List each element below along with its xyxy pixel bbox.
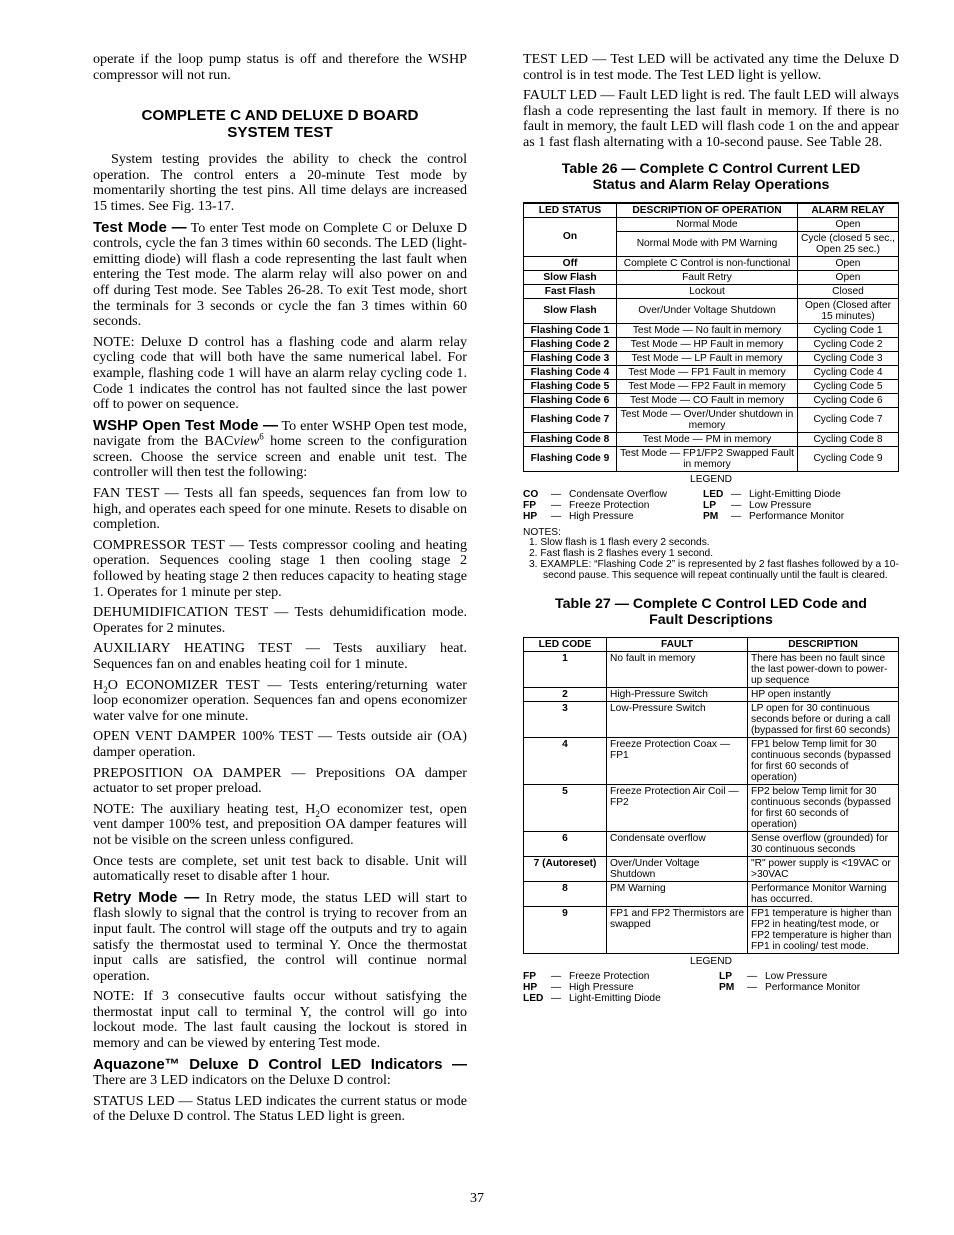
alarm-relay-cell: Cycling Code 6 bbox=[798, 393, 899, 407]
table27 bbox=[523, 637, 899, 954]
test-led-paragraph: TEST LED — Test LED will be activated any time the Deluxe D control is in test mode. The Test LED light is yellow. bbox=[523, 51, 899, 83]
note-item: 1. Slow flash is 1 flash every 2 seconds. bbox=[529, 537, 710, 549]
description-cell: Test Mode — FP1 Fault in memory bbox=[617, 365, 798, 379]
legend-item bbox=[703, 500, 844, 511]
legend-dash: — bbox=[551, 970, 562, 982]
legend-item bbox=[523, 971, 719, 982]
column-header: ALARM RELAY bbox=[798, 203, 899, 218]
led-status-cell: Flashing Code 5 bbox=[524, 379, 617, 393]
alarm-relay-cell: Cycling Code 5 bbox=[798, 379, 899, 393]
table-row bbox=[524, 393, 899, 407]
led-status-cell: Off bbox=[524, 256, 617, 270]
description-cell: Normal Mode bbox=[617, 217, 798, 231]
led-code-cell: 2 bbox=[524, 687, 607, 701]
economizer-test-paragraph: $H_2O$ ECONOMIZER TEST — Tests entering/returning water loop economizer operation. Sequences fan and opens economizer water valve for one minute. bbox=[93, 676, 467, 724]
description-cell: LP open for 30 continuous seconds before or during a call (bypassed for first 60 seconds) bbox=[748, 701, 899, 737]
alarm-relay-cell: Cycling Code 7 bbox=[798, 407, 899, 432]
legend-abbrev: HP bbox=[523, 981, 538, 993]
notes-list bbox=[523, 538, 899, 581]
preposition-paragraph: PREPOSITION OA DAMPER — Prepositions OA damper actuator to set proper preload. bbox=[93, 764, 467, 797]
legend-right bbox=[719, 971, 860, 1004]
table-row bbox=[524, 365, 899, 379]
led-status-cell: Flashing Code 3 bbox=[524, 351, 617, 365]
auxiliary-heating-paragraph: AUXILIARY HEATING TEST — Tests auxiliary heat. Sequences fan on and enables heating coil for 1 minute. bbox=[93, 640, 467, 672]
legend-dash: — bbox=[731, 488, 742, 500]
note-item: 2. Fast flash is 2 flashes every 1 second. bbox=[529, 548, 714, 560]
description-cell: Lockout bbox=[617, 284, 798, 298]
legend-dash: — bbox=[551, 499, 562, 511]
legend-title: LEGEND bbox=[690, 473, 732, 485]
table-row bbox=[524, 407, 899, 432]
description-cell: FP1 below Temp limit for 30 continuous seconds (bypassed for first 60 seconds of operation) bbox=[748, 737, 899, 784]
table-row bbox=[524, 856, 899, 881]
table-row bbox=[524, 298, 899, 323]
led-status-cell: Slow Flash bbox=[524, 298, 617, 323]
note-retry-paragraph: NOTE: If 3 consecutive faults occur without satisfying the thermostat input call to terminal Y, the control will go into lockout mode. The last fault causing the lockout is stored in memory and can be viewed by entering Test mode. bbox=[93, 988, 467, 1052]
compressor-test-paragraph: COMPRESSOR TEST — Tests compressor cooling and heating operation. Sequences cooling stage 1 then cooling stage 2 followed by heating stage 2 then reduces capacity to heating stage 1. Operates for 1 minute per step. bbox=[93, 536, 467, 600]
legend-abbrev: FP bbox=[523, 970, 537, 982]
led-status-cell: Flashing Code 1 bbox=[524, 323, 617, 337]
right-column bbox=[523, 52, 899, 1004]
legend-meaning: High Pressure bbox=[569, 981, 634, 993]
legend-title: LEGEND bbox=[690, 955, 732, 967]
fault-led-paragraph: FAULT LED — Fault LED light is red. The fault LED will always flash a code representing the last fault in memory. If there is no fault in memory, the fault LED will flash code 1 on the and appear as 1 fast flash alternating with a 10-second pause. See Table 28. bbox=[523, 87, 899, 150]
legend-left bbox=[523, 489, 703, 522]
wshp-open-test-paragraph: WSHP Open Test Mode — To enter WSHP Open test mode, navigate from the BACview$^6$ home screen to the configuration screen. Choose the service screen and enable unit test. The controller will then test the following: bbox=[93, 416, 468, 481]
section-heading: COMPLETE C AND DELUXE D BOARD SYSTEM TEST bbox=[141, 107, 419, 142]
description-cell: Test Mode — CO Fault in memory bbox=[617, 393, 798, 407]
legend-meaning: Condensate Overflow bbox=[569, 488, 667, 500]
table26-body bbox=[524, 256, 899, 471]
legend-meaning: Low Pressure bbox=[765, 970, 828, 982]
legend-abbrev: LED bbox=[523, 992, 544, 1004]
legend-abbrev: PM bbox=[719, 981, 735, 993]
alarm-relay-cell: Cycling Code 1 bbox=[798, 323, 899, 337]
notes-title: NOTES: bbox=[523, 526, 561, 538]
led-status-cell: Flashing Code 2 bbox=[524, 337, 617, 351]
legend-left bbox=[523, 971, 719, 1004]
alarm-relay-cell: Open bbox=[798, 217, 899, 231]
note-aux-paragraph: NOTE: The auxiliary heating test, $H_2O$ economizer test, open vent damper 100% test, and preposition OA damper features will not be visible on the screen unless configured. bbox=[93, 800, 467, 848]
aquazone-paragraph: Aquazone™ Deluxe D Control LED Indicators — There are 3 LED indicators on the Deluxe D control: bbox=[93, 1055, 467, 1089]
led-status-cell: Flashing Code 7 bbox=[524, 407, 617, 432]
table-row bbox=[524, 379, 899, 393]
system-testing-paragraph: System testing provides the ability to check the control operation. The control enters a 20-minute Test mode by momentarily shorting the test pins. All time delays are increased 15 times. See Fig. 13-17. bbox=[93, 151, 467, 214]
legend-item bbox=[523, 511, 703, 522]
description-cell: Over/Under Voltage Shutdown bbox=[617, 298, 798, 323]
column-header: DESCRIPTION bbox=[748, 637, 899, 651]
legend-meaning: High Pressure bbox=[569, 510, 634, 522]
legend-abbrev: HP bbox=[523, 510, 538, 522]
table-row bbox=[524, 217, 899, 231]
legend-meaning: Freeze Protection bbox=[569, 499, 650, 511]
table-header-row bbox=[524, 203, 899, 218]
table26-title: Table 26 — Complete C Control Current LED Status and Alarm Relay Operations bbox=[561, 160, 861, 194]
legend-abbrev: LED bbox=[703, 488, 724, 500]
fault-cell: High-Pressure Switch bbox=[607, 687, 748, 701]
once-tests-paragraph: Once tests are complete, set unit test back to disable. Unit will automatically reset to disable after 1 hour. bbox=[93, 852, 467, 885]
retry-mode-paragraph: Retry Mode — In Retry mode, the status LED will start to flash slowly to signal that the control is trying to recover from an input fault. The control will stage off the outputs and try to again satisfy the thermostat used to terminal Y. Once the thermostat input calls are satisfied, the control will continue normal operation. bbox=[93, 888, 467, 984]
table-row bbox=[524, 651, 899, 687]
table-header-row bbox=[524, 637, 899, 651]
legend-meaning: Freeze Protection bbox=[569, 970, 650, 982]
led-status-cell: Flashing Code 8 bbox=[524, 432, 617, 446]
legend-item bbox=[523, 993, 719, 1004]
description-cell: Test Mode — PM in memory bbox=[617, 432, 798, 446]
table-row bbox=[524, 737, 899, 784]
table27-body bbox=[524, 651, 899, 953]
intro-paragraph: operate if the loop pump status is off and therefore the WSHP compressor will not run. bbox=[93, 51, 467, 83]
description-cell: Complete C Control is non-functional bbox=[617, 256, 798, 270]
legend-dash: — bbox=[731, 499, 742, 511]
legend-meaning: Performance Monitor bbox=[765, 981, 861, 993]
legend-meaning: Light-Emitting Diode bbox=[569, 992, 661, 1004]
table-row bbox=[524, 687, 899, 701]
description-cell: Performance Monitor Warning has occurred. bbox=[748, 881, 899, 906]
led-code-cell: 1 bbox=[524, 651, 607, 687]
legend-abbrev: LP bbox=[703, 499, 717, 511]
description-cell: There has been no fault since the last power-down to power-up sequence bbox=[748, 651, 899, 687]
legend-meaning: Performance Monitor bbox=[749, 510, 845, 522]
legend-item bbox=[703, 489, 844, 500]
legend-abbrev: PM bbox=[703, 510, 719, 522]
legend-dash: — bbox=[551, 981, 562, 993]
legend-dash: — bbox=[551, 488, 562, 500]
alarm-relay-cell: Open bbox=[798, 270, 899, 284]
table-row bbox=[524, 323, 899, 337]
alarm-relay-cell: Cycle (closed 5 sec., Open 25 sec.) bbox=[798, 231, 899, 256]
legend-dash: — bbox=[551, 992, 562, 1004]
led-code-cell: 9 bbox=[524, 906, 607, 953]
description-cell: Test Mode — No fault in memory bbox=[617, 323, 798, 337]
description-cell: HP open instantly bbox=[748, 687, 899, 701]
table-row bbox=[524, 784, 899, 831]
table-row bbox=[524, 701, 899, 737]
legend-item bbox=[719, 982, 860, 993]
legend-right bbox=[703, 489, 844, 522]
description-cell: Test Mode — HP Fault in memory bbox=[617, 337, 798, 351]
description-cell: Test Mode — FP2 Fault in memory bbox=[617, 379, 798, 393]
alarm-relay-cell: Cycling Code 4 bbox=[798, 365, 899, 379]
legend-abbrev: FP bbox=[523, 499, 537, 511]
table-row bbox=[524, 831, 899, 856]
status-led-paragraph: STATUS LED — Status LED indicates the current status or mode of the Deluxe D control. The Status LED light is green. bbox=[93, 1092, 467, 1125]
led-status-cell: Flashing Code 6 bbox=[524, 393, 617, 407]
table26-notes bbox=[523, 528, 899, 582]
legend-meaning: Low Pressure bbox=[749, 499, 812, 511]
led-code-cell: 8 bbox=[524, 881, 607, 906]
table-row bbox=[524, 351, 899, 365]
led-status-cell: Fast Flash bbox=[524, 284, 617, 298]
description-cell: Sense overflow (grounded) for 30 continuous seconds bbox=[748, 831, 899, 856]
table-row bbox=[524, 446, 899, 471]
dehumidification-test-paragraph: DEHUMIDIFICATION TEST — Tests dehumidification mode. Operates for 2 minutes. bbox=[93, 604, 467, 636]
table27-title: Table 27 — Complete C Control LED Code and Fault Descriptions bbox=[555, 595, 867, 629]
alarm-relay-cell: Cycling Code 9 bbox=[798, 446, 899, 471]
led-code-cell: 4 bbox=[524, 737, 607, 784]
led-status-cell: Flashing Code 4 bbox=[524, 365, 617, 379]
table-row bbox=[524, 337, 899, 351]
column-header: LED STATUS bbox=[524, 203, 617, 218]
alarm-relay-cell: Cycling Code 2 bbox=[798, 337, 899, 351]
led-code-cell: 3 bbox=[524, 701, 607, 737]
left-column bbox=[93, 52, 467, 1130]
fault-cell: Freeze Protection Air Coil — FP2 bbox=[607, 784, 748, 831]
description-cell: Test Mode — FP1/FP2 Swapped Fault in memory bbox=[617, 446, 798, 471]
alarm-relay-cell: Cycling Code 8 bbox=[798, 432, 899, 446]
alarm-relay-cell: Cycling Code 3 bbox=[798, 351, 899, 365]
note-item: 3. EXAMPLE: “Flashing Code 2” is represented by 2 fast flashes followed by a 10-second pause. This sequence will repeat continually until the fault is cleared. bbox=[529, 558, 899, 581]
table-row bbox=[524, 284, 899, 298]
description-cell: "R" power supply is <19VAC or >30VAC bbox=[748, 856, 899, 881]
table-row bbox=[524, 432, 899, 446]
legend-item bbox=[719, 971, 860, 982]
led-status-cell: On bbox=[524, 217, 617, 256]
legend-item bbox=[523, 489, 703, 500]
legend-item bbox=[703, 511, 844, 522]
fault-cell: Freeze Protection Coax — FP1 bbox=[607, 737, 748, 784]
alarm-relay-cell: Open bbox=[798, 256, 899, 270]
description-cell: FP1 temperature is higher than FP2 in heating/test mode, or FP2 temperature is higher than FP1 in cooling/ test mode. bbox=[748, 906, 899, 953]
alarm-relay-cell: Closed bbox=[798, 284, 899, 298]
fault-cell: Low-Pressure Switch bbox=[607, 701, 748, 737]
legend-dash: — bbox=[551, 510, 562, 522]
description-cell: Normal Mode with PM Warning bbox=[617, 231, 798, 256]
column-header: LED CODE bbox=[524, 637, 607, 651]
description-cell: Test Mode — LP Fault in memory bbox=[617, 351, 798, 365]
description-cell: FP2 below Temp limit for 30 continuous seconds (bypassed for first 60 seconds of operation) bbox=[748, 784, 899, 831]
legend-item bbox=[523, 500, 703, 511]
table-row bbox=[524, 906, 899, 953]
led-status-cell: Flashing Code 9 bbox=[524, 446, 617, 471]
fault-cell: FP1 and FP2 Thermistors are swapped bbox=[607, 906, 748, 953]
table26 bbox=[523, 202, 899, 472]
legend-meaning: Light-Emitting Diode bbox=[749, 488, 841, 500]
test-mode-paragraph: Test Mode — To enter Test mode on Complete C or Deluxe D controls, cycle the fan 3 times within 60 seconds. The LED (light-emitting diode) will flash a code representing the last fault when entering the Test mode. The alarm relay will also power on and off during Test mode. See Tables 26-28. To exit Test mode, short the terminals for 3 seconds or cycle the fan 3 times within 60 seconds. bbox=[93, 218, 467, 330]
fault-cell: PM Warning bbox=[607, 881, 748, 906]
led-code-cell: 7 (Autoreset) bbox=[524, 856, 607, 881]
table-row bbox=[524, 270, 899, 284]
led-status-cell: Slow Flash bbox=[524, 270, 617, 284]
description-cell: Fault Retry bbox=[617, 270, 798, 284]
open-vent-paragraph: OPEN VENT DAMPER 100% TEST — Tests outside air (OA) damper operation. bbox=[93, 728, 467, 760]
legend-dash: — bbox=[747, 970, 758, 982]
table-row bbox=[524, 256, 899, 270]
legend-abbrev: LP bbox=[719, 970, 733, 982]
legend-dash: — bbox=[747, 981, 758, 993]
table27-legend bbox=[523, 956, 899, 1004]
column-header: DESCRIPTION OF OPERATION bbox=[617, 203, 798, 218]
fault-cell: No fault in memory bbox=[607, 651, 748, 687]
alarm-relay-cell: Open (Closed after 15 minutes) bbox=[798, 298, 899, 323]
led-code-cell: 5 bbox=[524, 784, 607, 831]
description-cell: Test Mode — Over/Under shutdown in memory bbox=[617, 407, 798, 432]
table26-legend bbox=[523, 474, 899, 522]
legend-dash: — bbox=[731, 510, 742, 522]
fault-cell: Condensate overflow bbox=[607, 831, 748, 856]
page-number: 37 bbox=[470, 1191, 484, 1206]
led-code-cell: 6 bbox=[524, 831, 607, 856]
table-row bbox=[524, 881, 899, 906]
fault-cell: Over/Under Voltage Shutdown bbox=[607, 856, 748, 881]
note-deluxe-paragraph: NOTE: Deluxe D control has a flashing code and alarm relay cycling code that will both have the same numerical label. For example, flashing code 1 will have an alarm relay cycling code 1. Code 1 indicates the control has not faulted since the last power off to power on sequence. bbox=[93, 333, 467, 413]
legend-abbrev: CO bbox=[523, 488, 539, 500]
legend-item bbox=[523, 982, 719, 993]
fan-test-paragraph: FAN TEST — Tests all fan speeds, sequences fan from low to high, and operates each speed for one minute. Resets to disable on completion. bbox=[93, 485, 467, 533]
column-header: FAULT bbox=[607, 637, 748, 651]
